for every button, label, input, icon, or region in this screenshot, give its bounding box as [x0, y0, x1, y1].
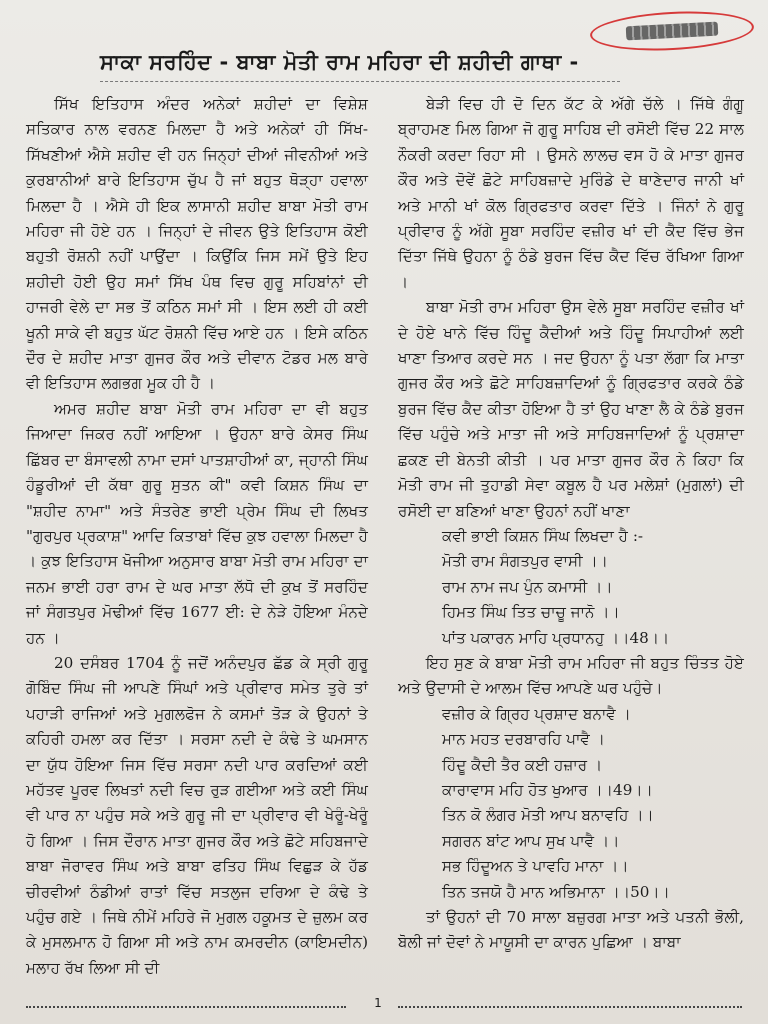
verse-line: ਤਿਨ ਤਜਯੋ ਹੈ ਮਾਨ ਅਭਿਮਾਨਾ ।।50।।: [442, 882, 670, 901]
page-footer: [26, 996, 742, 1020]
verse-line: ਸਭ ਹਿੰਦੂਅਨ ਤੇ ਪਾਵਹਿ ਮਾਨਾ ।।: [442, 857, 629, 876]
article-title: ਸਾਕਾ ਸਰਹਿੰਦ - ਬਾਬਾ ਮੋਤੀ ਰਾਮ ਮਹਿਰਾ ਦੀ ਸ਼ਹੀਦੀ ਗਾਥਾ -: [100, 50, 620, 82]
paragraph-intro: ਸਿੱਖ ਇਤਿਹਾਸ ਅੰਦਰ ਅਨੇਕਾਂ ਸ਼ਹੀਦਾਂ ਦਾ ਵਿਸ਼ੇਸ਼ ਸਤਿਕਾਰ ਨਾਲ ਵਰਨਣ ਮਿਲਦਾ ਹੈ ਅਤੇ ਅਨੇਕਾਂ ਹੀ ਸਿੱਖ-ਸਿੱਖਣੀਆਂ ਐਸੇ ਸ਼ਹੀਦ ਵੀ ਹਨ ਜਿਨ੍ਹਾਂ ਦੀਆਂ ਜੀਵਨੀਆਂ ਅਤੇ ਕੁਰਬਾਨੀਆਂ ਬਾਰੇ ਇਤਿਹਾਸ ਚੁੱਪ ਹੈ ਜਾਂ ਬਹੁਤ ਥੋੜ੍ਹਾ ਹਵਾਲਾ ਮਿਲਦਾ ਹੈ । ਐਸੇ ਹੀ ਇਕ ਲਾਸਾਨੀ ਸ਼ਹੀਦ ਬਾਬਾ ਮੋਤੀ ਰਾਮ ਮਹਿਰਾ ਜੀ ਹੋਏ ਹਨ । ਜਿਨ੍ਹਾਂ ਦੇ ਜੀਵਨ ਉਤੇ ਇਤਿਹਾਸ ਕੋਈ ਬਹੁਤੀ ਰੋਸ਼ਨੀ ਨਹੀਂ ਪਾਉਂਦਾ । ਕਿਉਂਕਿ ਜਿਸ ਸਮੇਂ ਉਤੇ ਇਹ ਸ਼ਹੀਦੀ ਹੋਈ ਉਹ ਸਮਾਂ ਸਿੱਖ ਪੰਥ ਵਿਚ ਗੁਰੂ ਸਹਿਬਾਂਨਾਂ ਦੀ ਹਾਜਰੀ ਵੇਲੇ ਦਾ ਸਭ ਤੋਂ ਕਠਿਨ ਸਮਾਂ ਸੀ । ਇਸ ਲਈ ਹੀ ਕਈ ਖੂਨੀ ਸਾਕੇ ਵੀ ਬਹੁਤ ਘੱਟ ਰੋਸ਼ਨੀ ਵਿੱਚ ਆਏ ਹਨ । ਇਸੇ ਕਠਿਨ ਦੌਰ ਦੇ ਸ਼ਹੀਦ ਮਾਤਾ ਗੁਜਰ ਕੌਰ ਅਤੇ ਦੀਵਾਨ ਟੋਡਰ ਮਲ ਬਾਰੇ ਵੀ ਇਤਿਹਾਸ ਲਗਭਗ ਮੂਕ ਹੀ ਹੈ ।: [26, 95, 368, 393]
verse-line: ਤਿਨ ਕੋ ਲੰਗਰ ਮੋਤੀ ਆਪ ਬਨਾਵਹਿ ।।: [442, 806, 654, 825]
paragraph-family-question: ਤਾਂ ਉਹਨਾਂ ਦੀ 70 ਸਾਲਾ ਬਜ਼ੁਰਗ ਮਾਤਾ ਅਤੇ ਪਤਨੀ ਭੋਲੀ, ਬੋਲੀ ਜਾਂ ਦੋਵਾਂ ਨੇ ਮਾਯੂਸੀ ਦਾ ਕਾਰਨ ਪੁਛਿਆ । ਬਾਬਾ: [398, 908, 744, 952]
paragraph-gangu-betrayal: ਬੇੜੀ ਵਿਚ ਹੀ ਦੋ ਦਿਨ ਕੱਟ ਕੇ ਅੱਗੇ ਚੱਲੇ । ਜਿੱਥੇ ਗੰਗੂ ਬ੍ਰਾਹਮਣ ਮਿਲ ਗਿਆ ਜੋ ਗੁਰੂ ਸਾਹਿਬ ਦੀ ਰਸੋਈ ਵਿੱਚ 22 ਸਾਲ ਨੌਕਰੀ ਕਰਦਾ ਰਿਹਾ ਸੀ । ਉਸਨੇ ਲਾਲਚ ਵਸ ਹੋ ਕੇ ਮਾਤਾ ਗੁਜਰ ਕੌਰ ਅਤੇ ਦੋਵੇਂ ਛੋਟੇ ਸਾਹਿਬਜ਼ਾਦੇ ਮੁਰਿੰਡੇ ਦੇ ਥਾਣੇਦਾਰ ਜਾਨੀ ਖਾਂ ਅਤੇ ਮਾਨੀ ਖਾਂ ਕੋਲ ਗ੍ਰਿਫਤਾਰ ਕਰਵਾ ਦਿੱਤੇ । ਜਿੰਨਾਂ ਨੇ ਗੁਰੂ ਪ੍ਰੀਵਾਰ ਨੂੰ ਅੱਗੇ ਸੂਬਾ ਸਰਹਿੰਦ ਵਜ਼ੀਰ ਖਾਂ ਦੀ ਕੈਦ ਵਿੱਚ ਭੇਜ ਦਿੱਤਾ ਜਿੱਥੇ ਉਹਨਾ ਨੂੰ ਠੰਡੇ ਬੁਰਜ ਵਿੱਚ ਕੈਦ ਵਿੱਚ ਰੱਖਿਆ ਗਿਆ ।: [398, 95, 744, 291]
footer-divider-left: [26, 1006, 346, 1008]
verse-block-2: [398, 702, 744, 905]
verse-line: ਰਾਮ ਨਾਮ ਜਪ ਪੁੰਨ ਕਮਾਸੀ ।।: [442, 577, 613, 596]
verse-line: ਪਾਂਤ ਪਕਾਰਨ ਮਾਹਿ ਪ੍ਰਧਾਨਹੁ ।।48।।: [442, 628, 670, 647]
left-column: [26, 92, 368, 981]
verse-line: ਕਵੀ ਭਾਈ ਕਿਸ਼ਨ ਸਿੰਘ ਲਿਖਦਾ ਹੈ :-: [442, 526, 644, 545]
verse-line: ਮਾਨ ਮਹਤ ਦਰਬਾਰਹਿ ਪਾਵੈ ।: [442, 730, 605, 749]
verse-line: ਹਿੰਦੂ ਕੈਦੀ ਤੈਰ ਕਈ ਹਜ਼ਾਰ ।: [442, 755, 603, 774]
right-column: [398, 92, 744, 956]
verse-line: ਮੋਤੀ ਰਾਮ ਸੰਗਤਪੁਰ ਵਾਸੀ ।।: [442, 552, 608, 571]
stamp-text-smudge: [626, 22, 719, 41]
verse-line: ਹਿਮਤ ਸਿੰਘ ਤਿਤ ਚਾਚੂ ਜਾਨੋ ।।: [442, 603, 620, 622]
paragraph-sarsa-crossing: 20 ਦਸੰਬਰ 1704 ਨੂੰ ਜਦੋਂ ਅਨੰਦਪੁਰ ਛੱਡ ਕੇ ਸ੍ਰੀ ਗੁਰੂ ਗੋਬਿੰਦ ਸਿੰਘ ਜੀ ਆਪਣੇ ਸਿੰਘਾਂ ਅਤੇ ਪ੍ਰੀਵਾਰ ਸਮੇਤ ਤੁਰੇ ਤਾਂ ਪਹਾੜੀ ਰਾਜਿਆਂ ਅਤੇ ਮੁਗਲਫੋਜ ਨੇ ਕਸਮਾਂ ਤੋੜ ਕੇ ਉਹਨਾਂ ਤੇ ਕਹਿਰੀ ਹਮਲਾ ਕਰ ਦਿੱਤਾ । ਸਰਸਾ ਨਦੀ ਦੇ ਕੰਢੇ ਤੇ ਘਮਸਾਨ ਦਾ ਯੁੱਧ ਹੋਇਆ ਜਿਸ ਵਿੱਚ ਸਰਸਾ ਨਦੀ ਪਾਰ ਕਰਦਿਆਂ ਕਈ ਮਹੱਤਵ ਪੂਰਵ ਲਿਖਤਾਂ ਨਦੀ ਵਿਚ ਰੁੜ ਗਈਆ ਅਤੇ ਕਈ ਸਿੰਘ ਵੀ ਪਾਰ ਨਾ ਪਹੁੰਚ ਸਕੇ ਅਤੇ ਗੁਰੂ ਜੀ ਦਾ ਪ੍ਰੀਵਾਰ ਵੀ ਖੇਰੂੰ-ਖੇਰੂੰ ਹੋ ਗਿਆ । ਜਿਸ ਦੌਰਾਨ ਮਾਤਾ ਗੁਜਰ ਕੌਰ ਅਤੇ ਛੋਟੇ ਸਹਿਬਜਾਦੇ ਬਾਬਾ ਜੋਰਾਵਰ ਸਿੰਘ ਅਤੇ ਬਾਬਾ ਫਤਿਹ ਸਿੰਘ ਵਿਛੁੜ ਕੇ ਹੱਡ ਚੀਰਵੀਆਂ ਠੰਡੀਆਂ ਰਾਤਾਂ ਵਿੱਚ ਸਤਲੁਜ ਦਰਿਆ ਦੇ ਕੰਢੇ ਤੇ ਪਹੁੰਚ ਗਏ । ਜਿਥੇ ਨੀਮੇਂ ਮਹਿਰੇ ਜੋ ਮੁਗਲ ਹਕੂਮਤ ਦੇ ਜ਼ੁਲਮ ਕਰ ਕੇ ਮੁਸਲਮਾਨ ਹੋ ਗਿਆ ਸੀ ਅਤੇ ਨਾਮ ਕਮਰਦੀਨ (ਕਾਇਮਦੀਨ) ਮਲਾਹ ਰੱਖ ਲਿਆ ਸੀ ਦੀ: [26, 653, 368, 977]
paragraph-worry: ਇਹ ਸੁਣ ਕੇ ਬਾਬਾ ਮੋਤੀ ਰਾਮ ਮਹਿਰਾ ਜੀ ਬਹੁਤ ਚਿੰਤਤ ਹੋਏ ਅਤੇ ਉਦਾਸੀ ਦੇ ਆਲਮ ਵਿੱਚ ਆਪਣੇ ਘਰ ਪਹੁੰਚੇ।: [398, 653, 744, 698]
verse-block-1: [398, 524, 744, 651]
library-stamp: [589, 8, 755, 55]
paragraph-sources: ਅਮਰ ਸ਼ਹੀਦ ਬਾਬਾ ਮੋਤੀ ਰਾਮ ਮਹਿਰਾ ਦਾ ਵੀ ਬਹੁਤ ਜਿਆਦਾ ਜਿਕਰ ਨਹੀਂ ਆਇਆ । ਉਹਨਾ ਬਾਰੇ ਕੇਸਰ ਸਿੰਘ ਛਿੱਬਰ ਦਾ ਬੰਸਾਵਲੀ ਨਾਮਾ ਦਸਾਂ ਪਾਤਸ਼ਾਹੀਆਂ ਕਾ, ਜ੍ਹਾਨੀ ਸਿੰਘ ਹੰਡੂਰੀਆਂ ਦੀ ਕੱਥਾ ਗੁਰੂ ਸੁਤਨ ਕੀ" ਕਵੀ ਕਿਸ਼ਨ ਸਿੰਘ ਦਾ "ਸ਼ਹੀਦ ਨਾਮਾ" ਅਤੇ ਸੰਤਰੇਣ ਭਾਈ ਪ੍ਰੇਮ ਸਿੰਘ ਦੀ ਲਿਖਤ "ਗੁਰਪੁਰ ਪ੍ਰਕਾਸ਼" ਆਦਿ ਕਿਤਾਬਾਂ ਵਿੱਚ ਕੁਝ ਹਵਾਲਾ ਮਿਲਦਾ ਹੈ । ਕੁਝ ਇਤਿਹਾਸ ਖੋਜੀਆ ਅਨੁਸਾਰ ਬਾਬਾ ਮੋਤੀ ਰਾਮ ਮਹਿਰਾ ਦਾ ਜਨਮ ਭਾਈ ਹਰਾ ਰਾਮ ਦੇ ਘਰ ਮਾਤਾ ਲੱਧੋ ਦੀ ਕੁਖ ਤੋਂ ਸਰਹਿੰਦ ਜਾਂ ਸੰਗਤਪੁਰ ਮੋਢੀਆਂ ਵਿੱਚ 1677 ਈ: ਦੇ ਨੇੜੇ ਹੋਇਆ ਮੰਨਦੇ ਹਨ ।: [26, 399, 368, 647]
page-number: 1: [374, 996, 382, 1010]
verse-line: ਕਾਰਾਵਾਸ ਮਹਿ ਹੋਤ ਖੁਆਰ ।।49।।: [442, 780, 653, 799]
paragraph-moti-ram-service: ਬਾਬਾ ਮੋਤੀ ਰਾਮ ਮਹਿਰਾ ਉਸ ਵੇਲੇ ਸੂਬਾ ਸਰਹਿੰਦ ਵਜ਼ੀਰ ਖਾਂ ਦੇ ਹੋਏ ਖਾਨੇ ਵਿੱਚ ਹਿੰਦੂ ਕੈਦੀਆਂ ਅਤੇ ਹਿੰਦੂ ਸਿਪਾਹੀਆਂ ਲਈ ਖਾਣਾ ਤਿਆਰ ਕਰਦੇ ਸਨ । ਜਦ ਉਹਨਾ ਨੂੰ ਪਤਾ ਲੱਗਾ ਕਿ ਮਾਤਾ ਗੁਜਰ ਕੌਰ ਅਤੇ ਛੋਟੇ ਸਾਹਿਬਜ਼ਾਦਿਆਂ ਨੂੰ ਗ੍ਰਿਫਤਾਰ ਕਰਕੇ ਠੰਡੇ ਬੁਰਜ ਵਿੱਚ ਕੈਦ ਕੀਤਾ ਹੋਇਆ ਹੈ ਤਾਂ ਉਹ ਖਾਣਾ ਲੈ ਕੇ ਠੰਡੇ ਬੁਰਜ ਵਿੱਚ ਪਹੁੰਚੇ ਅਤੇ ਮਾਤਾ ਜੀ ਅਤੇ ਸਾਹਿਬਜਾਦਿਆਂ ਨੂੰ ਪ੍ਰਸ਼ਾਦਾ ਛਕਣ ਦੀ ਬੇਨਤੀ ਕੀਤੀ । ਪਰ ਮਾਤਾ ਗੁਜਰ ਕੌਰ ਨੇ ਕਿਹਾ ਕਿ ਮੋਤੀ ਰਾਮ ਜੀ ਤੁਹਾਡੀ ਸੇਵਾ ਕਬੂਲ ਹੈ ਪਰ ਮਲੇਸ਼ਾਂ (ਮੁਗਲਾਂ) ਦੀ ਰਸੋਈ ਦਾ ਬਣਿਆਂ ਖਾਣਾ ਉਹਨਾਂ ਨਹੀਂ ਖਾਣਾ: [398, 298, 744, 520]
footer-divider-right: [398, 1006, 742, 1008]
verse-line: ਸਗਰਨ ਬਾਂਟ ਆਪ ਸੁਖ ਪਾਵੈ ।।: [442, 831, 620, 850]
verse-line: ਵਜ਼ੀਰ ਕੇ ਗ੍ਰਿਹ ਪ੍ਰਸ਼ਾਦ ਬਨਾਵੈ ।: [442, 704, 631, 723]
